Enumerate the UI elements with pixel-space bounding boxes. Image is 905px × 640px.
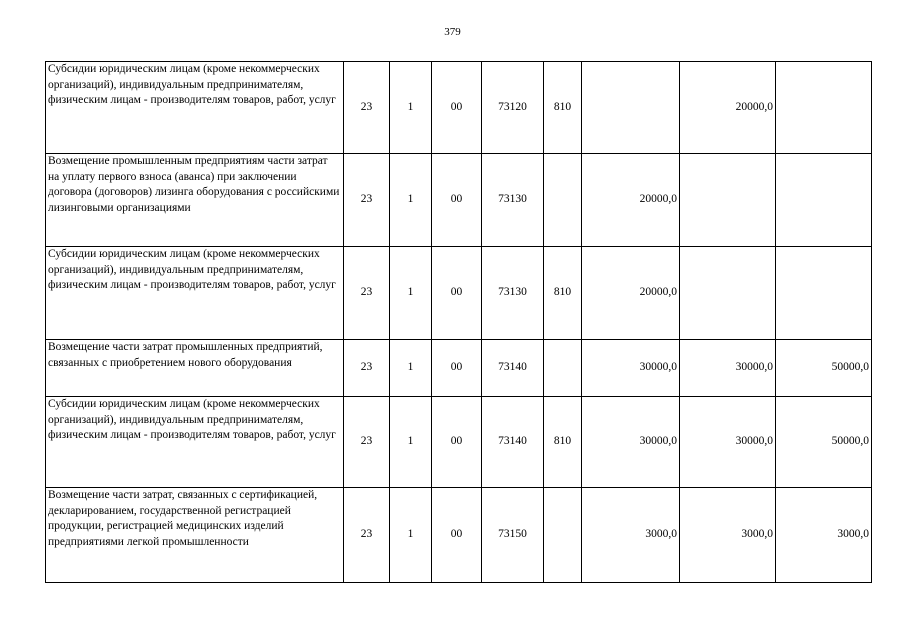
- cell-section: 23: [344, 154, 390, 247]
- cell-section: 23: [344, 62, 390, 154]
- budget-table: [45, 61, 872, 583]
- cell-subsection: 1: [390, 397, 432, 488]
- table-row: [46, 397, 872, 488]
- row-description: Субсидии юридическим лицам (кроме некоммерческих организаций), индивидуальным предпринимателям, физическим лицам - производителям товаров, работ, услуг: [46, 62, 344, 154]
- cell-item: 73140: [482, 340, 544, 397]
- cell-program: 00: [432, 62, 482, 154]
- page-number: 379: [444, 26, 461, 38]
- row-description: Субсидии юридическим лицам (кроме некоммерческих организаций), индивидуальным предпринимателям, физическим лицам - производителям товаров, работ, услуг: [46, 247, 344, 340]
- cell-amount-1: 20000,0: [582, 154, 680, 247]
- cell-amount-2: [680, 154, 776, 247]
- row-description: Возмещение части затрат промышленных предприятий, связанных с приобретением нового оборудования: [46, 340, 344, 397]
- cell-amount-1: 20000,0: [582, 247, 680, 340]
- cell-program: 00: [432, 397, 482, 488]
- cell-subsection: 1: [390, 154, 432, 247]
- cell-amount-3: 3000,0: [776, 488, 872, 583]
- cell-amount-3: 50000,0: [776, 397, 872, 488]
- cell-expense-type: 810: [544, 397, 582, 488]
- cell-amount-2: [680, 247, 776, 340]
- cell-subsection: 1: [390, 340, 432, 397]
- cell-subsection: 1: [390, 247, 432, 340]
- cell-expense-type: [544, 340, 582, 397]
- cell-section: 23: [344, 340, 390, 397]
- cell-amount-3: [776, 247, 872, 340]
- cell-expense-type: [544, 154, 582, 247]
- cell-amount-1: [582, 62, 680, 154]
- cell-item: 73140: [482, 397, 544, 488]
- cell-section: 23: [344, 488, 390, 583]
- table-row: [46, 154, 872, 247]
- cell-amount-1: 30000,0: [582, 397, 680, 488]
- cell-program: 00: [432, 247, 482, 340]
- cell-section: 23: [344, 247, 390, 340]
- row-description: Возмещение части затрат, связанных с сертификацией, декларированием, государственной регистрацией продукции, регистрацией медицинских изделий предприятиями легкой промышленности: [46, 488, 344, 583]
- cell-amount-2: 20000,0: [680, 62, 776, 154]
- cell-amount-2: 3000,0: [680, 488, 776, 583]
- row-description: Субсидии юридическим лицам (кроме некоммерческих организаций), индивидуальным предпринимателям, физическим лицам - производителям товаров, работ, услуг: [46, 397, 344, 488]
- cell-subsection: 1: [390, 62, 432, 154]
- cell-item: 73120: [482, 62, 544, 154]
- table-row: [46, 62, 872, 154]
- table-row: [46, 340, 872, 397]
- cell-amount-1: 3000,0: [582, 488, 680, 583]
- cell-item: 73130: [482, 247, 544, 340]
- cell-expense-type: 810: [544, 247, 582, 340]
- cell-expense-type: 810: [544, 62, 582, 154]
- cell-item: 73130: [482, 154, 544, 247]
- cell-program: 00: [432, 488, 482, 583]
- cell-amount-2: 30000,0: [680, 340, 776, 397]
- table-row: [46, 488, 872, 583]
- cell-amount-2: 30000,0: [680, 397, 776, 488]
- cell-amount-3: [776, 62, 872, 154]
- cell-section: 23: [344, 397, 390, 488]
- cell-item: 73150: [482, 488, 544, 583]
- row-description: Возмещение промышленным предприятиям части затрат на уплату первого взноса (аванса) при заключении договора (договоров) лизинга оборудования с российскими лизинговыми организациями: [46, 154, 344, 247]
- cell-program: 00: [432, 154, 482, 247]
- cell-amount-1: 30000,0: [582, 340, 680, 397]
- cell-amount-3: [776, 154, 872, 247]
- table-row: [46, 247, 872, 340]
- cell-subsection: 1: [390, 488, 432, 583]
- cell-expense-type: [544, 488, 582, 583]
- cell-program: 00: [432, 340, 482, 397]
- cell-amount-3: 50000,0: [776, 340, 872, 397]
